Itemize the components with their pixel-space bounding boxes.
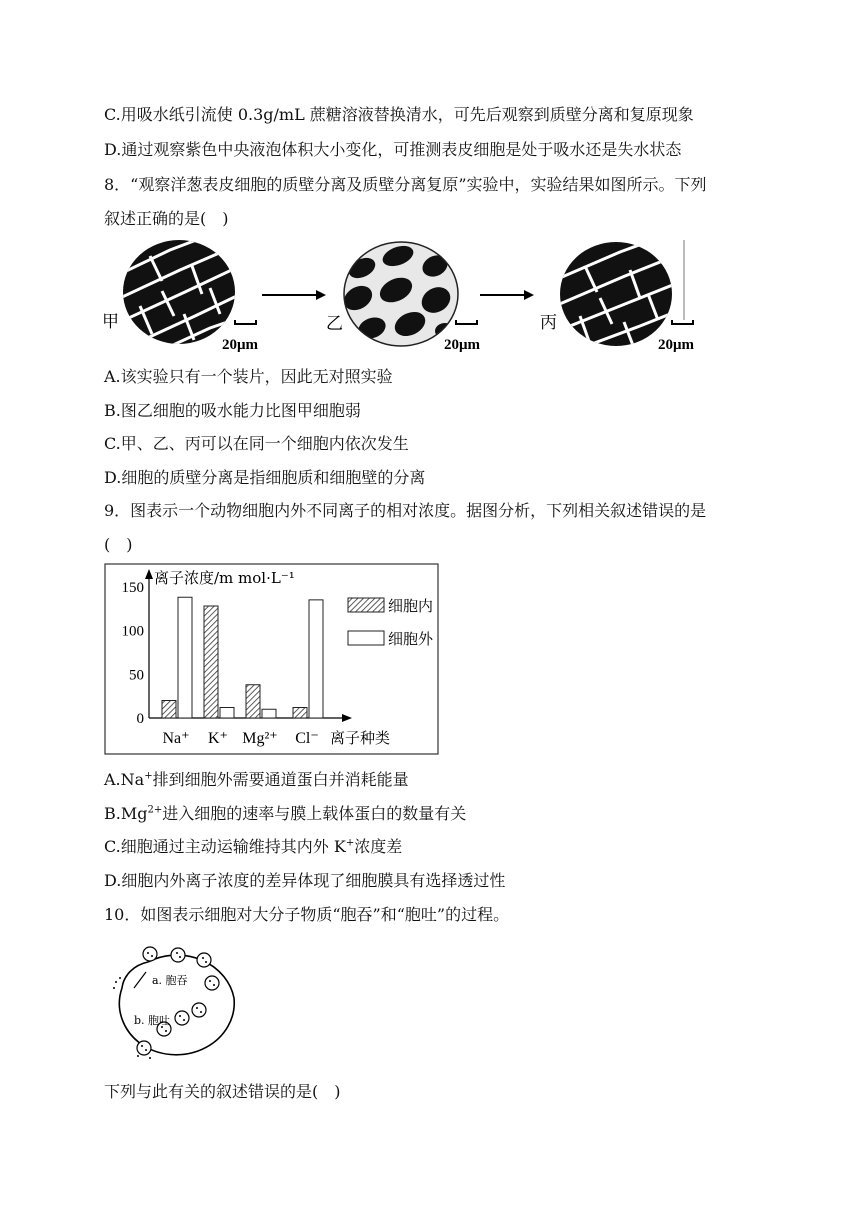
legend-swatch-outside xyxy=(348,631,384,645)
micrograph-bing xyxy=(540,236,695,354)
x-category-label: Mg²⁺ xyxy=(242,730,278,747)
x-category-label: Cl⁻ xyxy=(295,730,319,747)
q8-option-b: B.图乙细胞的吸水能力比图甲细胞弱 xyxy=(104,401,361,420)
bar-inside-1 xyxy=(204,606,218,718)
q9-option-b: $B.Mg^{2+}$进入细胞的速率与膜上载体蛋白的数量有关 xyxy=(104,804,467,823)
q8-option-d: D.细胞的质壁分离是指细胞质和细胞壁的分离 xyxy=(104,468,426,487)
legend-label-outside: 细胞外 xyxy=(388,630,434,648)
endocytosis-exocytosis-diagram xyxy=(104,938,244,1062)
micrograph-label-yi: 乙 xyxy=(326,314,343,334)
arrow-icon xyxy=(262,290,326,300)
scale-bar xyxy=(235,320,256,324)
q8-stem-line-1: 8．“观察洋葱表皮细胞的质壁分离及质壁分离复原”实验中，实验结果如图所示。下列 xyxy=(104,175,707,194)
y-tick-label: 100 xyxy=(121,623,144,640)
x-axis-label: 离子种类 xyxy=(330,729,391,747)
q10-question-line: 下列与此有关的叙述错误的是( ) xyxy=(104,1082,341,1101)
y-tick-label: 50 xyxy=(129,667,144,684)
q9-option-a: A.Na+排到细胞外需要通道蛋白并消耗能量 xyxy=(104,770,409,789)
y-tick-label: 150 xyxy=(121,579,144,596)
y-tick-label: 0 xyxy=(136,711,144,727)
scale-bar xyxy=(672,320,693,324)
label-endocytosis: a. 胞吞 xyxy=(152,974,188,987)
scale-label: 20μm xyxy=(658,337,694,353)
legend-swatch-inside xyxy=(348,598,384,612)
legend-label-inside: 细胞内 xyxy=(388,597,434,615)
q7-option-d: D.通过观察紫色中央液泡体积大小变化，可推测表皮细胞是处于吸水还是失水状态 xyxy=(104,140,682,159)
bar-outside-3 xyxy=(309,600,323,718)
scale-bar xyxy=(456,320,477,324)
chart-frame xyxy=(105,564,438,754)
scale-label: 20μm xyxy=(222,337,258,353)
micrograph-label-jia: 甲 xyxy=(102,312,119,332)
q9-stem-line-2: ( ) xyxy=(104,535,133,554)
bar-outside-0 xyxy=(178,597,192,718)
q9-option-c: C.细胞通过主动运输维持其内外 K+浓度差 xyxy=(104,837,403,856)
q8-option-a: A.该实验只有一个装片，因此无对照实验 xyxy=(104,367,393,386)
bar-inside-2 xyxy=(246,685,260,718)
q9-option-d: D.细胞内外离子浓度的差异体现了细胞膜具有选择透过性 xyxy=(104,871,506,890)
x-category-label: Na⁺ xyxy=(162,730,190,747)
ion-concentration-chart xyxy=(104,563,440,757)
q9-stem-line-1: 9．图表示一个动物细胞内外不同离子的相对浓度。据图分析，下列相关叙述错误的是 xyxy=(104,501,707,520)
bar-outside-2 xyxy=(262,709,276,718)
micrograph-label-bing: 丙 xyxy=(540,313,557,333)
arrow-icon xyxy=(480,290,534,300)
q8-stem-line-2: 叙述正确的是( ) xyxy=(104,209,229,228)
micrograph-yi xyxy=(326,242,481,353)
q8-option-c: C.甲、乙、丙可以在同一个细胞内依次发生 xyxy=(104,434,409,453)
q7-option-c: C.用吸水纸引流使 0.3g/mL 蔗糖溶液替换清水，可先后观察到质壁分离和复原现象 xyxy=(104,105,694,124)
bar-inside-3 xyxy=(293,708,307,719)
y-axis-label: 离子浓度/m mol·L⁻¹ xyxy=(154,569,295,587)
plasmolysis-micrograph-figure xyxy=(100,236,710,356)
vesicle-dots xyxy=(137,947,219,1055)
x-category-label: K⁺ xyxy=(208,730,228,747)
bar-outside-1 xyxy=(220,708,234,719)
micrograph-jia xyxy=(102,236,259,353)
arrow-icon xyxy=(134,972,146,988)
scale-label: 20μm xyxy=(444,337,480,353)
label-exocytosis: b. 胞吐 xyxy=(134,1014,171,1027)
q10-stem: 10．如图表示细胞对大分子物质“胞吞”和“胞吐”的过程。 xyxy=(104,905,510,924)
bar-inside-0 xyxy=(162,701,176,719)
